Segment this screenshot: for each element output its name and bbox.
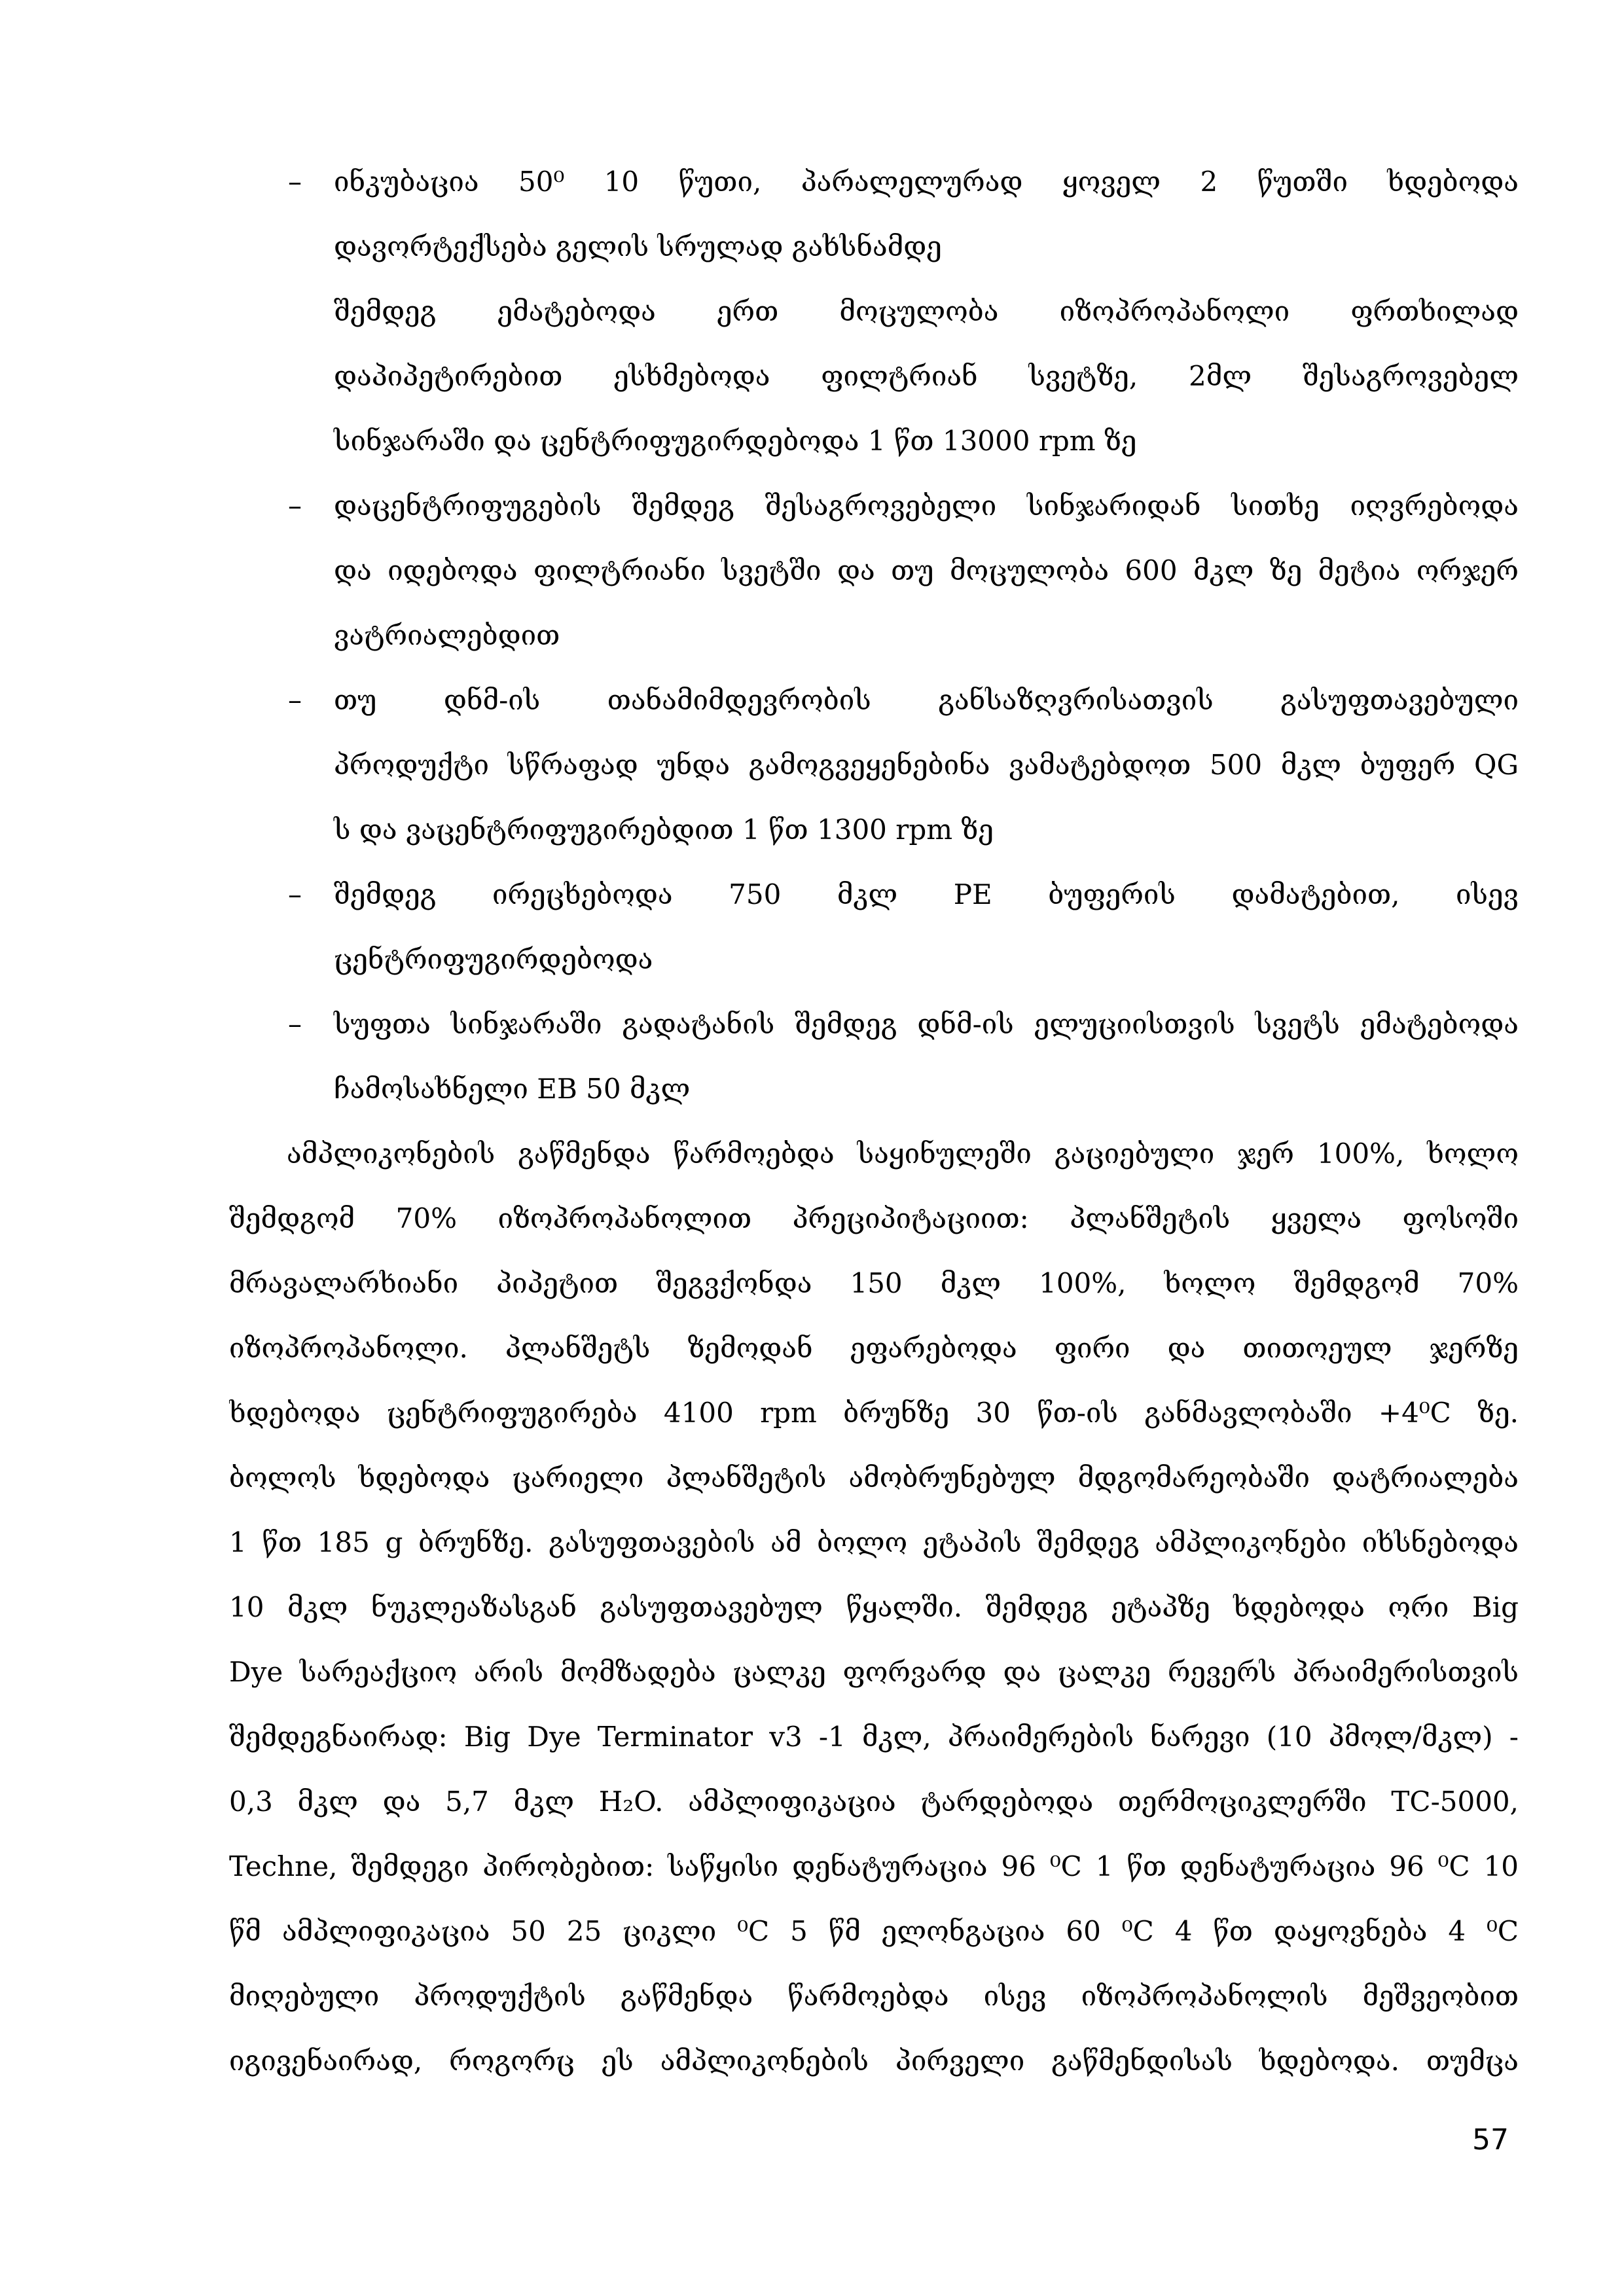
text-line-content: Dye სარეაქციო არის მომზადება ცალკე ფორვარდ და ცალკე რევერს პრაიმერისთვის xyxy=(229,1656,1519,1688)
text-line xyxy=(229,1510,1519,1575)
text-line xyxy=(229,1316,1519,1380)
text-line xyxy=(229,862,1519,927)
text-line-content: ხდებოდა ცენტრიფუგირება 4100 rpm ბრუნზე 30 წთ-ის განმავლობაში +4⁰C ზე. xyxy=(229,1397,1519,1429)
text-line-content: ვატრიალებდით xyxy=(334,619,560,651)
text-line xyxy=(229,279,1519,344)
text-line-content: იგივენაირად, როგორც ეს ამპლიკონების პირველი გაწმენდისას ხდებოდა. თუმცა xyxy=(229,2045,1519,2077)
text-line-content: იზოპროპანოლი. პლანშეტს ზემოდან ეფარებოდა ფირი და თითოეულ ჯერზე xyxy=(229,1332,1519,1364)
text-line-content: სუფთა სინჯარაში გადატანის შემდეგ დნმ-ის ელუციისთვის სვეტს ემატებოდა xyxy=(334,1008,1519,1040)
text-line xyxy=(229,344,1519,408)
text-line xyxy=(229,1445,1519,1510)
text-line-content: და იდებოდა ფილტრიანი სვეტში და თუ მოცულობა 600 მკლ ზე მეტია ორჯერ xyxy=(334,554,1519,586)
page-number: 57 xyxy=(1472,2123,1509,2157)
text-line xyxy=(229,473,1519,538)
text-line-content: 0,3 მკლ და 5,7 მკლ H₂O. ამპლიფიკაცია ტარდებოდა თერმოციკლერში TC-5000, xyxy=(229,1785,1519,1818)
text-line xyxy=(229,1704,1519,1769)
text-line xyxy=(229,538,1519,603)
text-line-content: შემდეგ ემატებოდა ერთ მოცულობა იზოპროპანოლი ფრთხილად xyxy=(334,295,1519,327)
text-line-content: წმ ამპლიფიკაცია 50 25 ციკლი ⁰C 5 წმ ელონგაცია 60 ⁰C 4 წთ დაყოვნება 4 ⁰C xyxy=(229,1915,1519,1947)
text-line xyxy=(229,1251,1519,1316)
text-line-content: Techne, შემდეგი პირობებით: საწყისი დენატურაცია 96 ⁰C 1 წთ დენატურაცია 96 ⁰C 10 xyxy=(229,1850,1519,1882)
text-line-content: დაპიპეტირებით ესხმებოდა ფილტრიან სვეტზე, 2მლ შესაგროვებელ xyxy=(334,360,1519,392)
text-line-content: მრავალარხიანი პიპეტით შეგვქონდა 150 მკლ 100%, ხოლო შემდგომ 70% xyxy=(229,1267,1519,1299)
text-line-content: შემდგომ 70% იზოპროპანოლით პრეციპიტაციით: პლანშეტის ყველა ფოსოში xyxy=(229,1202,1519,1234)
text-content xyxy=(229,149,1519,2093)
bullet-dash: – xyxy=(288,166,302,198)
text-line-content: სინჯარაში და ცენტრიფუგირდებოდა 1 წთ 13000 rpm ზე xyxy=(334,425,1137,457)
text-line-content: ცენტრიფუგირდებოდა xyxy=(334,943,653,975)
text-line xyxy=(229,992,1519,1056)
text-line-content: ს და ვაცენტრიფუგირებდით 1 წთ 1300 rpm ზე xyxy=(334,814,994,846)
text-line xyxy=(229,1769,1519,1834)
text-line xyxy=(229,2028,1519,2093)
text-line xyxy=(229,1834,1519,1899)
text-line-content: პროდუქტი სწრაფად უნდა გამოგვეყენებინა ვამატებდოთ 500 მკლ ბუფერ QG xyxy=(334,749,1519,781)
text-line xyxy=(229,668,1519,732)
text-line-content: შემდეგნაირად: Big Dye Terminator v3 -1 მკლ, პრაიმერების ნარევი (10 პმოლ/მკლ) - xyxy=(229,1721,1519,1753)
text-line-content: ინკუბაცია 50⁰ 10 წუთი, პარალელურად ყოველ 2 წუთში ხდებოდა xyxy=(334,166,1519,198)
text-line xyxy=(229,1121,1519,1186)
text-line-content: ამპლიკონების გაწმენდა წარმოებდა საყინულეში გაციებული ჯერ 100%, ხოლო xyxy=(287,1138,1519,1170)
bullet-dash: – xyxy=(288,490,302,522)
text-line xyxy=(229,408,1519,473)
text-line-content: დაცენტრიფუგების შემდეგ შესაგროვებელი სინჯარიდან სითხე იღვრებოდა xyxy=(334,490,1519,522)
text-line xyxy=(229,603,1519,668)
text-line-content: 1 წთ 185 g ბრუნზე. გასუფთავების ამ ბოლო ეტაპის შემდეგ ამპლიკონები იხსნებოდა xyxy=(229,1526,1519,1558)
text-line-content: დავორტექსება გელის სრულად გახსნამდე xyxy=(334,230,942,262)
text-line xyxy=(229,1899,1519,1964)
text-line xyxy=(229,1575,1519,1640)
bullet-dash: – xyxy=(288,878,302,910)
text-line xyxy=(229,1380,1519,1445)
bullet-dash: – xyxy=(288,1008,302,1040)
text-line-content: მიღებული პროდუქტის გაწმენდა წარმოებდა ისევ იზოპროპანოლის მეშვეობით xyxy=(229,1980,1519,2012)
text-line-content: 10 მკლ ნუკლეაზასგან გასუფთავებულ წყალში. შემდეგ ეტაპზე ხდებოდა ორი Big xyxy=(229,1591,1519,1623)
text-line-content: ბოლოს ხდებოდა ცარიელი პლანშეტის ამობრუნებულ მდგომარეობაში დატრიალება xyxy=(229,1462,1519,1494)
text-line xyxy=(229,214,1519,279)
text-line xyxy=(229,927,1519,992)
text-line xyxy=(229,1640,1519,1704)
text-line xyxy=(229,149,1519,214)
text-line xyxy=(229,797,1519,862)
text-line-content: თუ დნმ-ის თანამიმდევრობის განსაზღვრისათვის გასუფთავებული xyxy=(334,684,1519,716)
bullet-dash: – xyxy=(288,684,302,716)
text-line xyxy=(229,1964,1519,2028)
text-line-content: ჩამოსახნელი EB 50 მკლ xyxy=(334,1073,691,1105)
text-line xyxy=(229,1056,1519,1121)
text-line xyxy=(229,1186,1519,1251)
text-line xyxy=(229,732,1519,797)
text-line-content: შემდეგ ირეცხებოდა 750 მკლ PE ბუფერის დამატებით, ისევ xyxy=(334,878,1519,910)
